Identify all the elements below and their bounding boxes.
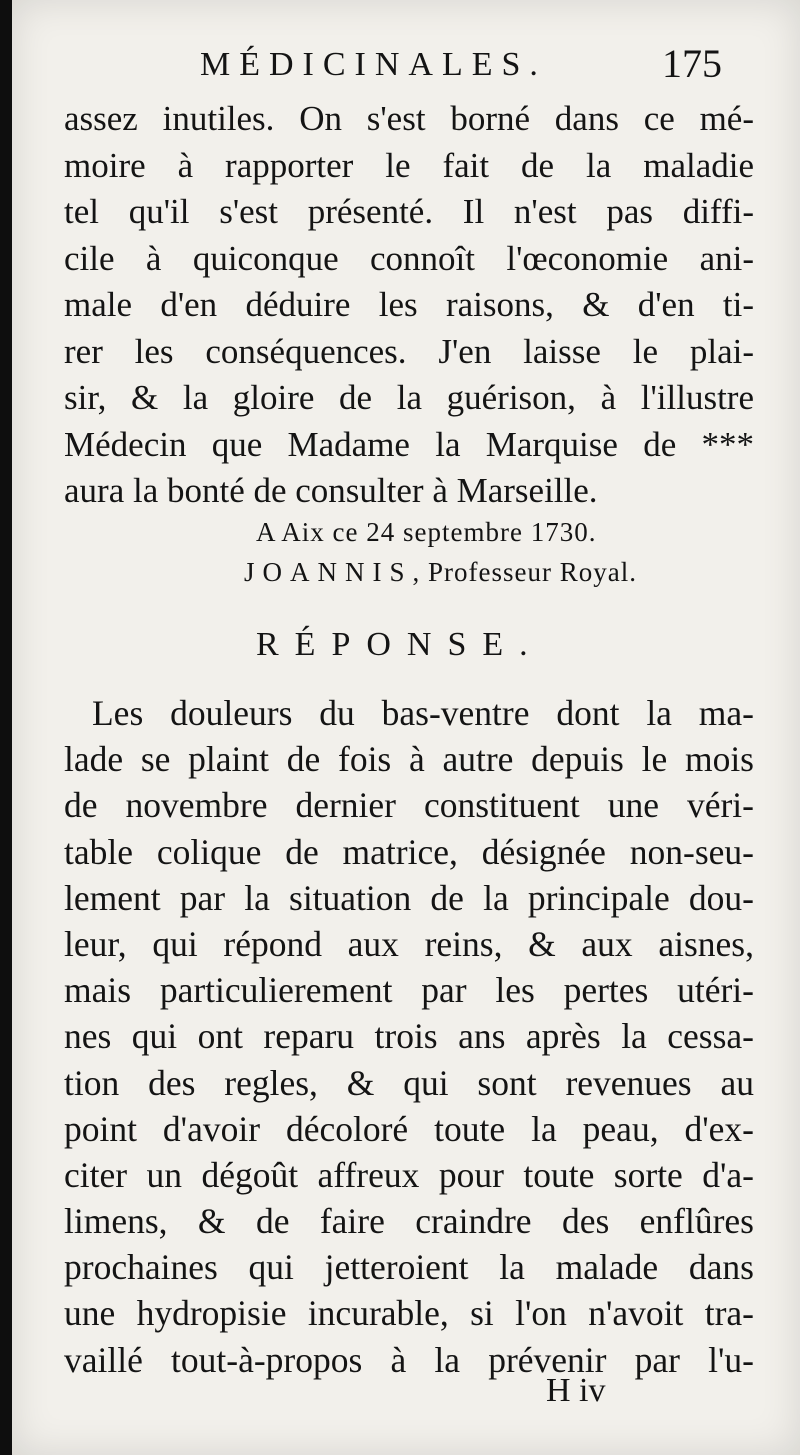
text-line: point d'avoir décoloré toute la peau, d'ex-	[64, 1108, 754, 1149]
page-edge	[0, 0, 12, 1455]
text-line: lement par la situation de la principale dou-	[64, 877, 754, 918]
section-title: RÉPONSE.	[256, 626, 544, 663]
text-line: mais particulierement par les pertes utéri-	[64, 970, 754, 1011]
page-number: 175	[662, 41, 722, 86]
text-line: aura la bonté de consulter à Marseille.	[64, 471, 598, 510]
signature-name: JOANNIS	[244, 557, 413, 587]
running-head: MÉDICINALES.	[200, 46, 547, 83]
text-line: Médecin que Madame la Marquise de ***	[64, 424, 754, 464]
text-line: male d'en déduire les raisons, & d'en ti-	[64, 285, 754, 324]
text-line: rer les conséquences. J'en laisse le plai-	[64, 331, 754, 371]
text-line: sir, & la gloire de la guérison, à l'illustre	[64, 378, 754, 417]
text-line: lade se plaint de fois à autre depuis le mois	[64, 739, 754, 780]
signature-line	[244, 552, 704, 592]
paragraph-2	[64, 690, 754, 1383]
signature-block	[244, 512, 704, 592]
text-line: leur, qui répond aux reins, & aux aisnes,	[64, 923, 754, 964]
text-line: assez inutiles. On s'est borné dans ce mé-	[64, 99, 754, 138]
text-line: tel qu'il s'est présenté. Il n'est pas diffi-	[64, 192, 754, 231]
signature-date: A Aix ce 24 septembre 1730.	[256, 517, 597, 547]
text-line: de novembre dernier constituent une véri-	[64, 785, 754, 826]
page-header	[12, 40, 800, 100]
text-line: limens, & de faire craindre des enflûres	[64, 1201, 754, 1242]
text-line: tion des regles, & qui sont revenues au	[64, 1062, 754, 1103]
book-page	[12, 0, 800, 1455]
text-line: citer un dégoût affreux pour toute sorte d'a-	[64, 1154, 754, 1195]
text-line: table colique de matrice, désignée non-seu-	[64, 831, 754, 872]
text-line: Les douleurs du bas-ventre dont la ma-	[92, 693, 754, 733]
text-line: moire à rapporter le fait de la maladie	[64, 145, 754, 185]
text-line: une hydropisie incurable, si l'on n'avoit tra-	[64, 1293, 754, 1334]
paragraph-1	[64, 96, 754, 515]
text-line: nes qui ont reparu trois ans après la cessa-	[64, 1016, 754, 1057]
text-line: vaillé tout-à-propos à la prévenir par l'u-	[64, 1339, 754, 1380]
text-line: prochaines qui jetteroient la malade dans	[64, 1247, 754, 1288]
text-line: cile à quiconque connoît l'œconomie ani-	[64, 238, 754, 278]
catchword: H iv	[546, 1372, 606, 1409]
signature-title: , Professeur Royal.	[412, 557, 637, 587]
